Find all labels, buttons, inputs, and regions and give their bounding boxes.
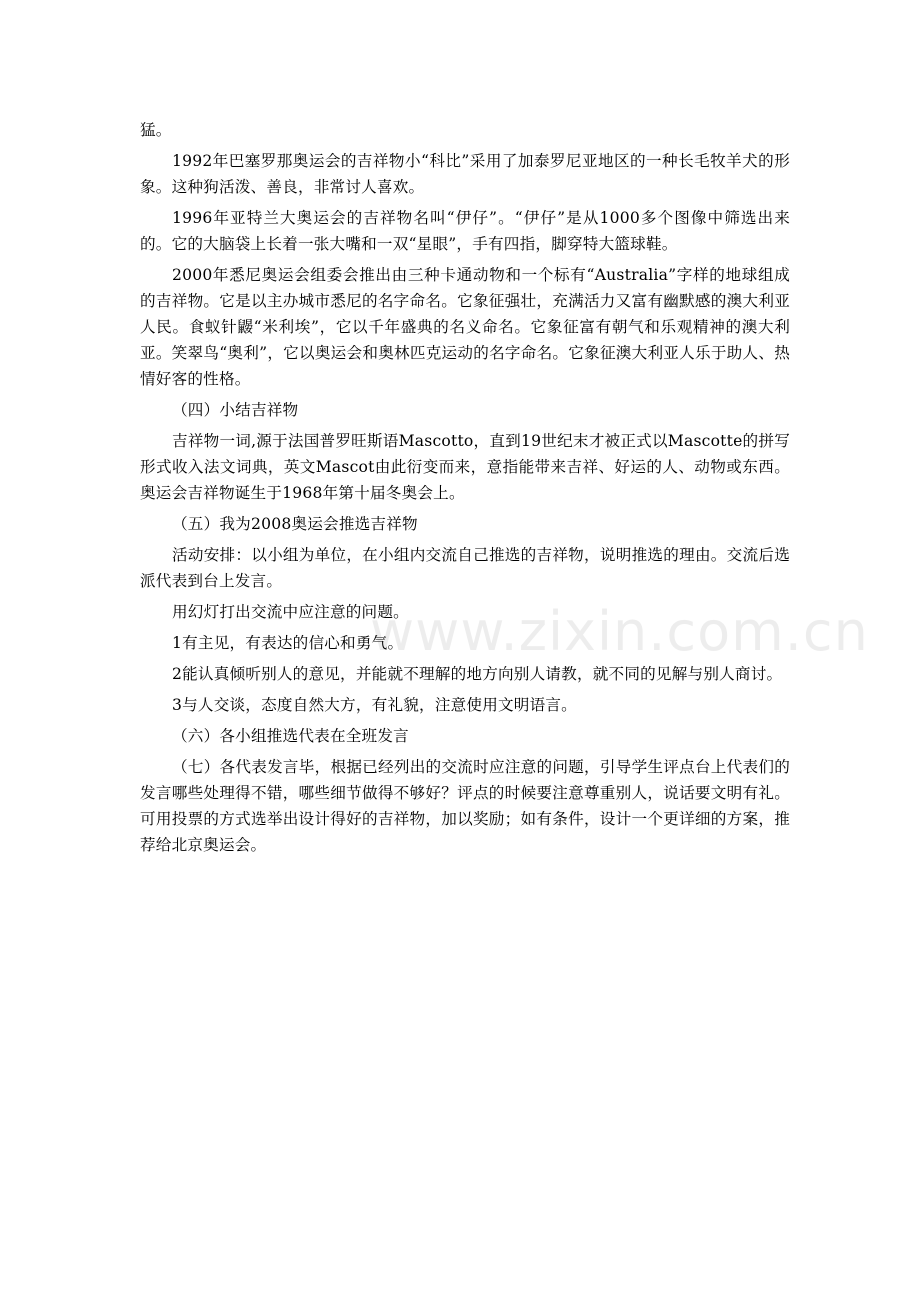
paragraph-activity-arrangement: 活动安排：以小组为单位，在小组内交流自己推选的吉祥物，说明推选的理由。交流后选派代表到台上发言。: [140, 546, 790, 590]
section-heading-group-presentation: （六）各小组推选代表在全班发言: [172, 727, 409, 745]
list-item-1: 1有主见，有表达的信心和勇气。: [172, 634, 404, 652]
paragraph-barcelona-mascot: 1992年巴塞罗那奥运会的吉祥物小“科比”采用了加泰罗尼亚地区的一种长毛牧羊犬的形象。这种狗活泼、善良，非常讨人喜欢。: [140, 152, 790, 196]
paragraph-sydney-mascot: 2000年悉尼奥运会组委会推出由三种卡通动物和一个标有“Australia”字样的地球组成的吉祥物。它是以主办城市悉尼的名字命名。它象征强壮，充满活力又富有幽默感的澳大利亚人民。食蚁针鼹“米利埃”，它以千年盛典的名义命名。它象征富有朝气和乐观精神的澳大利亚。笑翠鸟“奥利”，它以奥运会和奥林匹克运动的名字命名。它象征澳大利亚人乐于助人、热情好客的性格。: [140, 266, 790, 388]
list-item-2: 2能认真倾听别人的意见，并能就不理解的地方向别人请教，就不同的见解与别人商讨。: [172, 665, 783, 683]
list-item-3: 3与人交谈，态度自然大方，有礼貌，注意使用文明语言。: [172, 696, 577, 714]
paragraph-mascot-origin: 吉祥物一词,源于法国普罗旺斯语Mascotto，直到19世纪末才被正式以Mascotte的拼写形式收入法文词典，英文Mascot由此衍变而来，意指能带来吉祥、好运的人、动物或东西。奥运会吉祥物诞生于1968年第十届冬奥会上。: [140, 432, 790, 502]
section-heading-select-mascot: （五）我为2008奥运会推选吉祥物: [172, 515, 418, 533]
document-body: [140, 117, 790, 858]
watermark: www.zixin.com.cn: [370, 600, 869, 663]
paragraph-atlanta-mascot: 1996年亚特兰大奥运会的吉祥物名叫“伊仔”。“伊仔”是从1000多个图像中筛选出来的。它的大脑袋上长着一张大嘴和一双“星眼”，手有四指，脚穿特大篮球鞋。: [140, 209, 790, 253]
paragraph-slide-notes: 用幻灯打出交流中应注意的问题。: [172, 603, 409, 621]
paragraph-evaluation: （七）各代表发言毕，根据已经列出的交流时应注意的问题，引导学生评点台上代表们的发言哪些处理得不错，哪些细节做得不够好？评点的时候要注意尊重别人，说话要文明有礼。可用投票的方式选举出设计得好的吉祥物，加以奖励；如有条件，设计一个更详细的方案，推荐给北京奥运会。: [140, 758, 790, 854]
paragraph-continuation: 猛。: [140, 121, 172, 139]
section-heading-summary: （四）小结吉祥物: [172, 401, 299, 419]
